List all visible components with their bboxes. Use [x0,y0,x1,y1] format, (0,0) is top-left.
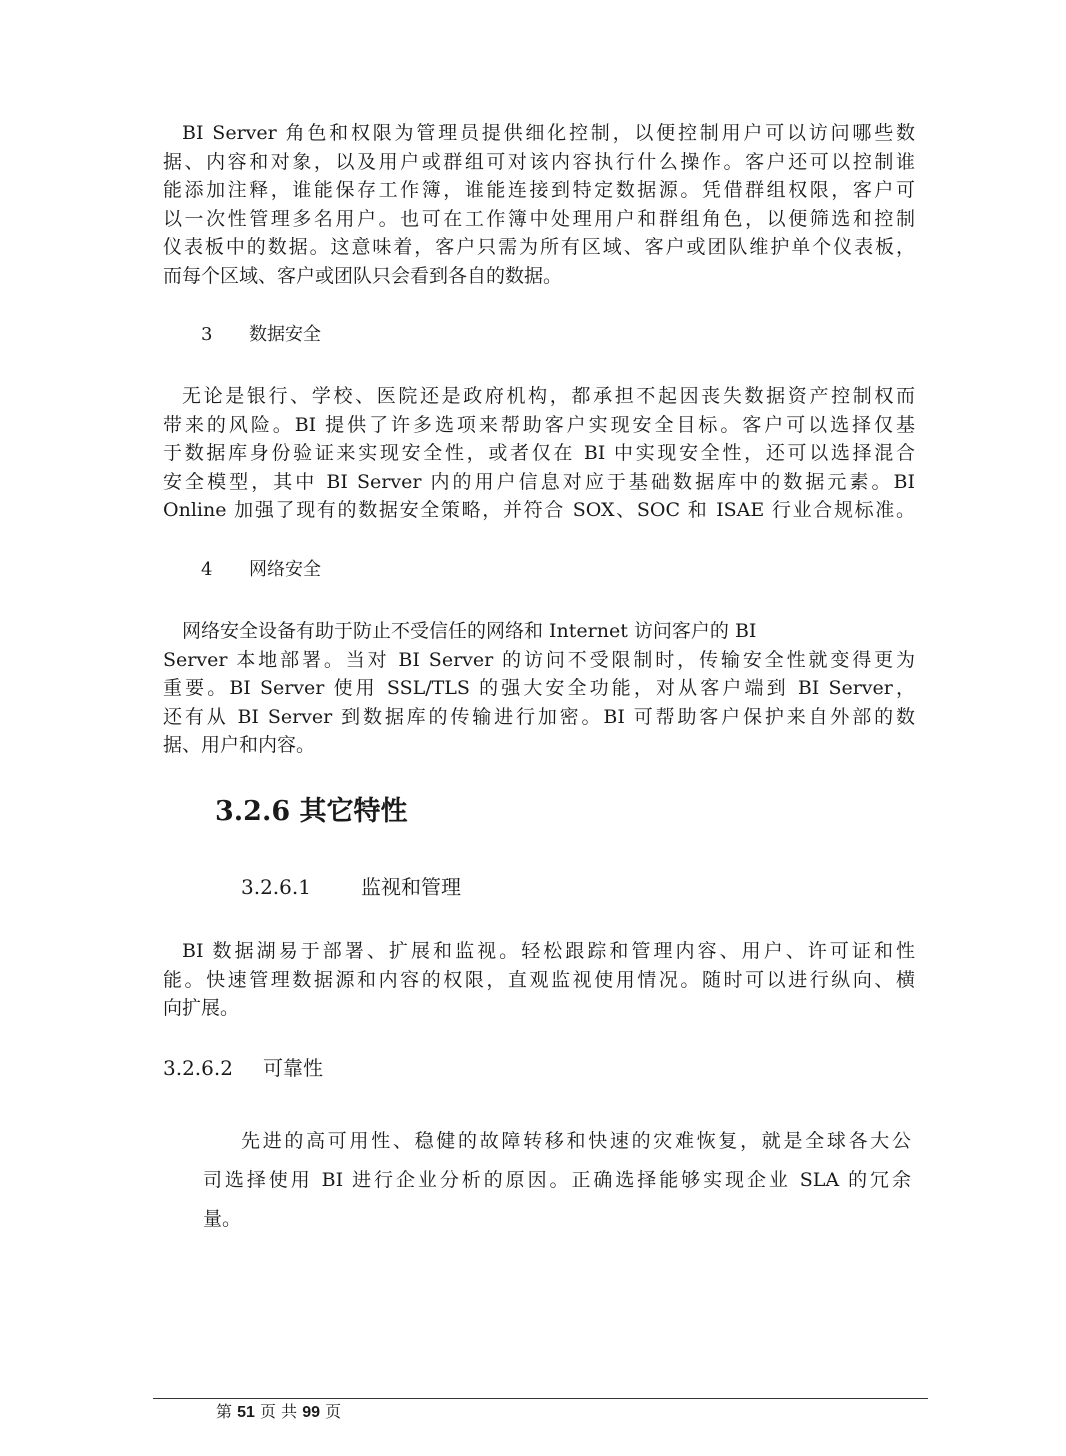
text-line: 于数据库身份验证来实现安全性，或者仅在 BI 中实现安全性，还可以选择混合 [163,442,915,465]
text-line: BI 数据湖易于部署、扩展和监视。轻松跟踪和管理内容、用户、许可证和性 [182,940,915,962]
footer-divider [153,1398,928,1399]
heading-number: 4 [201,559,213,580]
heading-text: 网络安全 [249,559,321,580]
page-footer [216,1402,341,1423]
text-line: 还有从 BI Server 到数据库的传输进行加密。BI 可帮助客户保护来自外部的数 [163,705,915,728]
section-title: 3.2.6 其它特性 [215,796,408,827]
text-line: 而每个区域、客户或团队只会看到各自的数据。 [163,264,563,287]
text-line: Server 本地部署。当对 BI Server 的访问不受限制时，传输安全性就变得更为 [163,648,915,671]
paragraph-network-security [163,617,915,760]
footer-mid: 页 共 [260,1402,298,1421]
text-line: 据、内容和对象，以及用户或群组可对该内容执行什么操作。客户还可以控制谁 [163,150,915,173]
total-page-count: 99 [302,1404,320,1421]
heading-number: 3.2.6.2 [163,1056,233,1080]
subheading-data-security [201,323,321,347]
heading-text: 监视和管理 [361,875,461,899]
heading-number: 3.2.6.1 [241,875,311,899]
text-line: Online 加强了现有的数据安全策略，并符合 SOX、SOC 和 ISAE 行业合规标准。 [163,499,915,522]
text-line: 能添加注释，谁能保存工作簿，谁能连接到特定数据源。凭借群组权限，客户可 [163,179,915,202]
text-line: 据、用户和内容。 [163,734,316,757]
text-line: 带来的风险。BI 提供了许多选项来帮助客户实现安全目标。客户可以选择仅基 [163,413,915,436]
paragraph-reliability [203,1122,911,1239]
text-line: 无论是银行、学校、医院还是政府机构，都承担不起因丧失数据资产控制权而 [182,385,915,407]
text-line: 重要。BI Server 使用 SSL/TLS 的强大安全功能，对从客户端到 BI Server， [163,677,915,700]
subheading-network-security [201,558,321,582]
paragraph-bi-server-roles [163,119,915,291]
text-line: 量。 [203,1208,242,1230]
heading-text: 可靠性 [263,1056,323,1080]
heading-number: 3 [201,324,213,345]
footer-suffix: 页 [325,1402,342,1421]
text-line: BI Server 角色和权限为管理员提供细化控制，以便控制用户可以访问哪些数 [182,122,915,144]
subsection-monitoring [241,875,461,899]
text-line: 司选择使用 BI 进行企业分析的原因。正确选择能够实现企业 SLA 的冗余 [203,1169,911,1191]
text-line: 安全模型，其中 BI Server 内的用户信息对应于基础数据库中的数据元素。BI [163,470,915,493]
text-line: 网络安全设备有助于防止不受信任的网络和 Internet 访问客户的 BI [182,620,757,642]
paragraph-monitoring [163,937,915,1023]
text-line: 仪表板中的数据。这意味着，客户只需为所有区域、客户或团队维护单个仪表板， [163,236,915,259]
current-page-number: 51 [237,1404,255,1421]
subsection-reliability [163,1056,323,1080]
paragraph-data-security [163,382,915,525]
heading-text: 数据安全 [249,324,321,345]
text-line: 向扩展。 [163,997,240,1020]
text-line: 以一次性管理多名用户。也可在工作簿中处理用户和群组角色，以便筛选和控制 [163,207,915,230]
text-line: 先进的高可用性、稳健的故障转移和快速的灾难恢复，就是全球各大公 [241,1130,911,1152]
text-line: 能。快速管理数据源和内容的权限，直观监视使用情况。随时可以进行纵向、横 [163,968,915,991]
footer-prefix: 第 [216,1402,233,1421]
